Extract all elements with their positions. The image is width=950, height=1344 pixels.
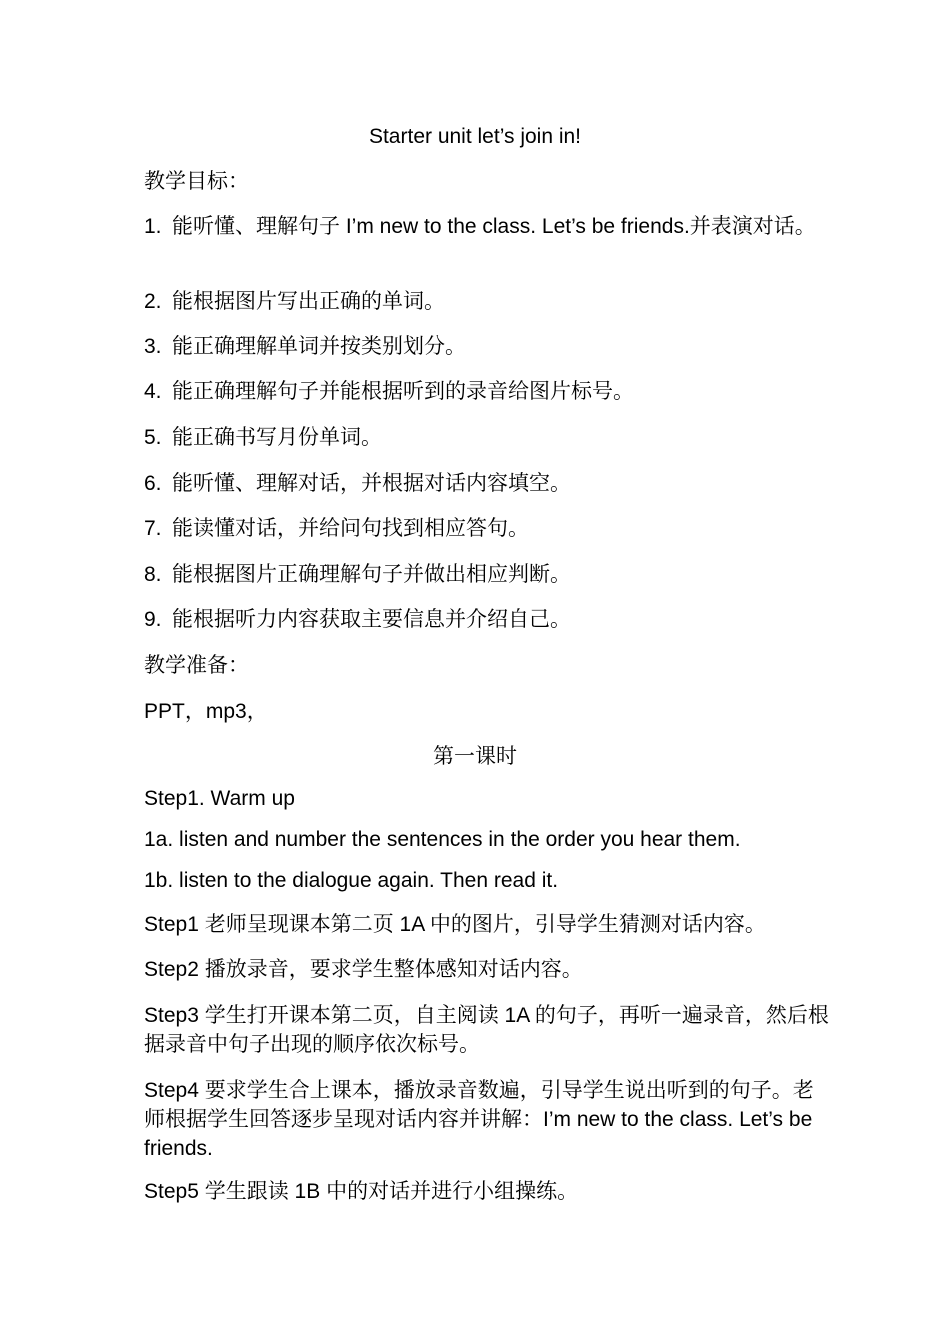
objective-text: 能听懂、理解句子 I’m new to the class. Let’s be friends.并表演对话。	[172, 215, 816, 238]
objective-text: 能读懂对话，并给问句找到相应答句。	[172, 517, 529, 540]
task-1a: 1a. listen and number the sentences in the order you hear them.	[144, 828, 741, 851]
task-1b: 1b. listen to the dialogue again. Then read it.	[144, 869, 559, 892]
objective-number: 5.	[144, 426, 162, 449]
objective-text: 能正确理解句子并能根据听到的录音给图片标号。	[172, 380, 634, 403]
objective-number: 6.	[144, 472, 162, 495]
objective-number: 4.	[144, 380, 162, 403]
prep-text: PPT，mp3，	[144, 700, 268, 723]
objective-number: 2.	[144, 290, 162, 313]
objective-item	[144, 287, 824, 316]
objective-text: 能根据图片写出正确的单词。	[172, 290, 445, 313]
objective-item	[144, 332, 824, 361]
objective-number: 7.	[144, 517, 162, 540]
objective-number: 3.	[144, 335, 162, 358]
objective-item	[144, 377, 824, 406]
step-item: Step5 学生跟读 1B 中的对话并进行小组操练。	[144, 1180, 579, 1203]
step-item: Step4 要求学生合上课本，播放录音数遍，引导学生说出听到的句子。老师根据学生回答逐步呈现对话内容并讲解：I’m new to the class. Let’s be friends.	[144, 1079, 814, 1160]
objective-item	[144, 605, 824, 634]
objective-number: 9.	[144, 608, 162, 631]
objective-item	[144, 469, 824, 498]
objective-number: 1.	[144, 215, 162, 238]
objective-item	[144, 423, 824, 452]
warmup-heading: Step1. Warm up	[144, 787, 295, 810]
step-item: Step1 老师呈现课本第二页 1A 中的图片，引导学生猜测对话内容。	[144, 913, 766, 936]
prep-heading: 教学准备：	[144, 654, 249, 677]
step-item: Step2 播放录音，要求学生整体感知对话内容。	[144, 958, 583, 981]
step-item: Step3 学生打开课本第二页，自主阅读 1A 的句子，再听一遍录音，然后根据录音中句子出现的顺序依次标号。	[144, 1004, 829, 1056]
lesson-heading: 第一课时	[433, 745, 517, 768]
objective-item	[144, 212, 824, 241]
document-title: Starter unit let’s join in!	[368, 125, 582, 148]
objective-number: 8.	[144, 563, 162, 586]
objective-item	[144, 560, 824, 589]
objective-item	[144, 514, 824, 543]
objective-text: 能正确书写月份单词。	[172, 426, 382, 449]
objective-text: 能听懂、理解对话，并根据对话内容填空。	[172, 472, 571, 495]
objectives-heading: 教学目标：	[144, 170, 249, 193]
objective-text: 能根据听力内容获取主要信息并介绍自己。	[172, 608, 571, 631]
objective-text: 能根据图片正确理解句子并做出相应判断。	[172, 563, 571, 586]
objective-text: 能正确理解单词并按类别划分。	[172, 335, 466, 358]
